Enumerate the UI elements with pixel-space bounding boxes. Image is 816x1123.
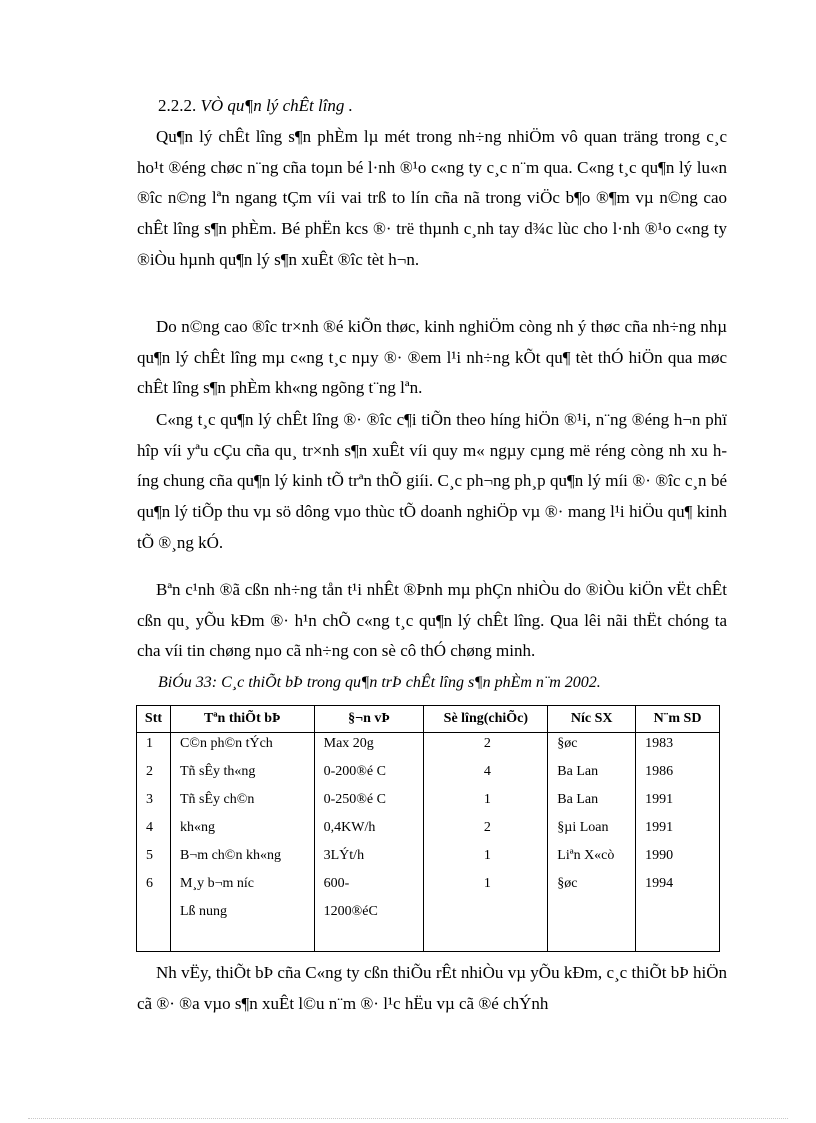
cell-quantity: 2 [424,817,548,845]
table-row [137,845,720,873]
section-heading [158,96,353,116]
cell-stt: 6 [137,873,171,901]
cell-year [636,901,720,952]
cell-unit: 3LÝt/h [314,845,424,873]
cell-quantity: 2 [424,733,548,762]
header-country: Níc SX [548,706,636,733]
paragraph-equipment-conclusion: Nh vËy, thiÕt bÞ cña C«ng ty cßn thiÕu rÊt nhiÒu vµ yÕu kÐm, c¸c thiÕt bÞ hiÖn cã ®· ®a vµo s¶n xuÊt l©u n¨m ®· l¹c hËu vµ cã ®é chÝnh [137,963,727,1013]
paragraph-knowledge-improvement: Do n©ng cao ®îc tr×nh ®é kiÕn thøc, kinh nghiÖm còng nh ý thøc cña nh÷ng nhµ qu¶n lý chÊt lîng mµ c«ng t¸c nµy ®· ®em l¹i nh÷ng kÕt qu¶ tèt thÓ hiÖn qua møc chÊt lîng s¶n phÈm kh«ng ngõng t¨ng lªn. [137,317,727,398]
cell-year: 1986 [636,761,720,789]
cell-unit: 0-200®é C [314,761,424,789]
cell-country: Liªn X«cò [548,845,636,873]
header-device-name: Tªn thiÕt bÞ [170,706,314,733]
cell-unit: 0-250®é C [314,789,424,817]
cell-stt: 3 [137,789,171,817]
table-row [137,733,720,762]
cell-year: 1983 [636,733,720,762]
cell-year: 1990 [636,845,720,873]
table-row [137,789,720,817]
cell-year: 1994 [636,873,720,901]
cell-device-name: M¸y b¬m níc [170,873,314,901]
cell-year: 1991 [636,817,720,845]
cell-year: 1991 [636,789,720,817]
cell-device-name: C©n ph©n tÝch [170,733,314,762]
equipment-table [136,705,720,952]
cell-stt: 2 [137,761,171,789]
table-caption: BiÓu 33: C¸c thiÕt bÞ trong qu¶n trÞ chÊt lîng s¶n phÈm n¨m 2002. [158,674,601,691]
cell-country: §øc [548,873,636,901]
cell-device-name: B¬m ch©n kh«ng [170,845,314,873]
paragraph-modern-methods: C«ng t¸c qu¶n lý chÊt lîng ®· ®îc c¶i tiÕn theo híng hiÖn ®¹i, n¨ng ®éng h¬n phï hîp víi yªu cÇu cña qu¸ tr×nh s¶n xuÊt víi quy m« ngµy cµng më réng còng nh xu híng chung cña qu¶n lý kinh tÕ trªn thÕ giíi. C¸c ph¬ng ph¸p qu¶n lý míi ®· ®îc c¸n bé qu¶n lý tiÕp thu vµ sö dông vµo thùc tÕ doanh nghiÖp vµ ®· mang l¹i hiÖu qu¶ kinh tÕ ®¸ng kÓ. [137,410,727,552]
section-number: 2.2.2. [158,96,197,115]
cell-stt: 5 [137,845,171,873]
header-quantity: Sè lîng(chiÕc) [424,706,548,733]
cell-device-name: Tñ sÊy ch©n [170,789,314,817]
cell-stt: 4 [137,817,171,845]
cell-quantity: 1 [424,845,548,873]
table-row [137,901,720,952]
cell-country: Ba Lan [548,761,636,789]
cell-quantity: 1 [424,789,548,817]
page-bottom-divider [28,1118,788,1119]
cell-device-name: Lß nung [170,901,314,952]
cell-quantity: 4 [424,761,548,789]
cell-country: §µi Loan [548,817,636,845]
header-stt: Stt [137,706,171,733]
cell-unit: 1200®éC [314,901,424,952]
section-title: VÒ qu¶n lý chÊt lîng . [200,96,353,115]
cell-quantity [424,901,548,952]
cell-country [548,901,636,952]
paragraph-quality-management: Qu¶n lý chÊt lîng s¶n phÈm lµ mét trong nh÷ng nhiÖm vô quan träng trong c¸c ho¹t ®éng chøc n¨ng cña toµn bé l·nh ®¹o c«ng ty c¸c n¨m qua. C«ng t¸c qu¶n lý lu«n ®îc n©ng lªn ngang tÇm víi vai trß to lín cña nã trong viÖc b¶o ®¶m vµ n©ng cao chÊt lîng s¶n phÈm. Bé phËn kcs ®· trë thµnh c¸nh tay d¾c lùc cho l·nh ®¹o c«ng ty ®iÒu hµnh qu¶n lý s¶n xuÊt ®îc tèt h¬n. [137,127,727,269]
table-row [137,817,720,845]
header-unit: §¬n vÞ [314,706,424,733]
table-row [137,761,720,789]
cell-country: §øc [548,733,636,762]
cell-device-name: kh«ng [170,817,314,845]
cell-unit: 600- [314,873,424,901]
paragraph-limitations: Bªn c¹nh ®ã cßn nh÷ng tån t¹i nhÊt ®Þnh mµ phÇn nhiÒu do ®iÒu kiÖn vËt chÊt cßn qu¸ yÕu kÐm ®· h¹n chÕ c«ng t¸c qu¶n lý chÊt lîng. Qua lêi nãi thËt chóng ta cha víi tin chøng nµo cã nh÷ng con sè cô thÓ chøng minh. [137,580,727,661]
table-row [137,873,720,901]
header-year: N¨m SD [636,706,720,733]
cell-device-name: Tñ sÊy th«ng [170,761,314,789]
cell-unit: Max 20g [314,733,424,762]
cell-unit: 0,4KW/h [314,817,424,845]
table-header-row [137,706,720,733]
cell-stt: 1 [137,733,171,762]
cell-stt [137,901,171,952]
cell-country: Ba Lan [548,789,636,817]
cell-quantity: 1 [424,873,548,901]
